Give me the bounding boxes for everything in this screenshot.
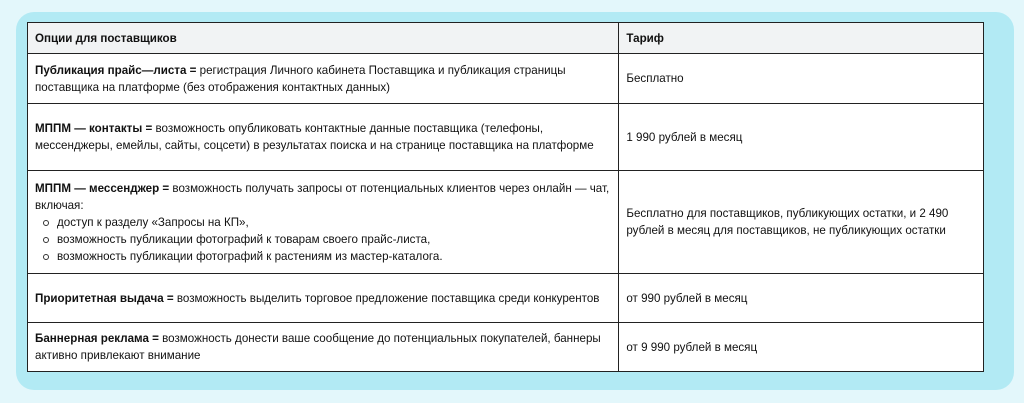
table-row <box>28 171 984 274</box>
option-cell <box>28 323 619 372</box>
header-tariff: Тариф <box>619 23 984 54</box>
table-row <box>28 104 984 171</box>
option-cell <box>28 274 619 323</box>
tariff-cell: Бесплатно <box>619 54 984 104</box>
option-description: возможность выделить торговое предложение поставщика среди конкурентов <box>173 291 600 305</box>
feature-list <box>35 214 611 265</box>
header-options: Опции для поставщиков <box>28 23 619 54</box>
option-term: МППМ — мессенджер = <box>35 181 170 195</box>
table-row <box>28 274 984 323</box>
option-term: Приоритетная выдача = <box>35 291 174 305</box>
tariff-cell: 1 990 рублей в месяц <box>619 104 984 171</box>
list-item: возможность публикации фотографий к товарам своего прайс-листа, <box>57 231 611 248</box>
tariff-cell: от 990 рублей в месяц <box>619 274 984 323</box>
option-cell <box>28 171 619 274</box>
option-description: возможность опубликовать контактные данные поставщика (телефоны, мессенджеры, емейлы, сайты, соцсети) в результатах поиска и на странице поставщика на платформе <box>35 122 594 152</box>
table-row <box>28 323 984 372</box>
tariff-cell: от 9 990 рублей в месяц <box>619 323 984 372</box>
list-item: доступ к разделу «Запросы на КП», <box>57 214 611 231</box>
table-header-row <box>28 23 984 54</box>
option-description: регистрация Личного кабинета Поставщика и публикация страницы поставщика на платформе (без отображения контактных данных) <box>35 63 566 94</box>
option-term: Публикация прайс—листа = <box>35 63 197 77</box>
table-row <box>28 54 984 104</box>
list-item: возможность публикации фотографий к растениям из мастер-каталога. <box>57 248 611 265</box>
option-term: МППМ — контакты = <box>35 122 153 135</box>
tariff-cell: Бесплатно для поставщиков, публикующих остатки, и 2 490 рублей в месяц для поставщиков, не публикующих остатки <box>619 171 984 274</box>
option-cell <box>28 104 619 171</box>
option-term: Баннерная реклама = <box>35 332 159 345</box>
option-description: возможность донести ваше сообщение до потенциальных покупателей, баннеры активно привлекают внимание <box>35 332 601 362</box>
option-cell <box>28 54 619 104</box>
supplier-options-table <box>27 22 984 372</box>
option-description: возможность получать запросы от потенциальных клиентов через онлайн — чат, включая: <box>35 181 610 212</box>
